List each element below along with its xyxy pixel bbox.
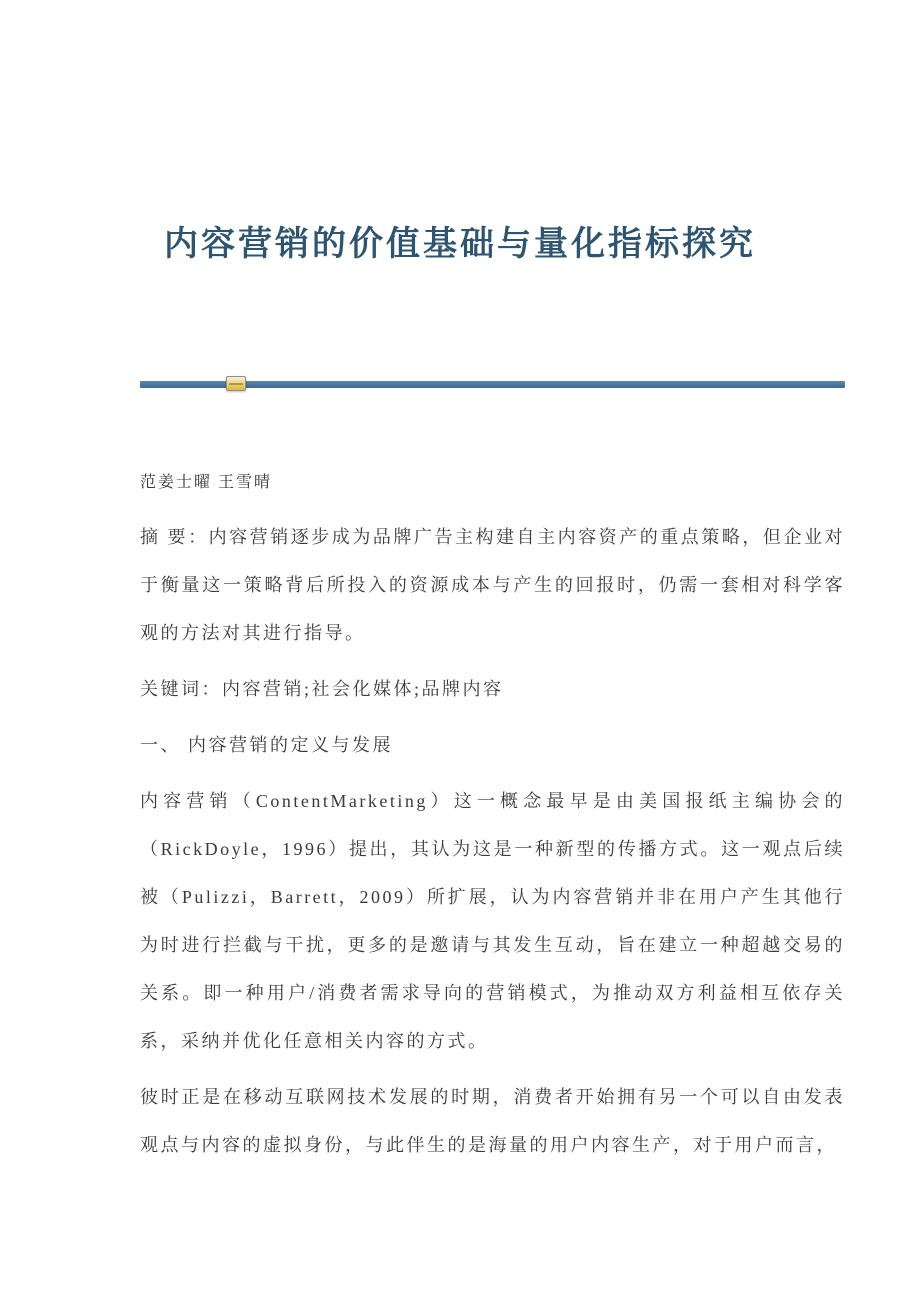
title-divider: [140, 381, 845, 389]
keywords-line: 关键词：内容营销;社会化媒体;品牌内容: [140, 679, 504, 699]
body-paragraph-2: 彼时正是在移动互联网技术发展的时期，消费者开始拥有另一个可以自由发表观点与内容的虚拟身份，与此伴生的是海量的用户内容生产，对于用户而言，: [140, 1087, 845, 1155]
body-paragraph-1: 内容营销（ContentMarketing）这一概念最早是由美国报纸主编协会的（RickDoyle，1996）提出，其认为这是一种新型的传播方式。这一观点后续被（Pulizzi，Barrett，2009）所扩展，认为内容营销并非在用户产生其他行为时进行拦截与干扰，更多的是邀请与其发生互动，旨在建立一种超越交易的关系。即一种用户/消费者需求导向的营销模式，为推动双方利益相互依存关系，采纳并优化任意相关内容的方式。: [140, 791, 845, 1051]
section-heading: 一、 内容营销的定义与发展: [140, 735, 393, 755]
abstract-paragraph: 摘 要：内容营销逐步成为品牌广告主构建自主内容资产的重点策略，但企业对于衡量这一策略背后所投入的资源成本与产生的回报时，仍需一套相对科学客观的方法对其进行指导。: [140, 527, 845, 643]
document-body: [140, 459, 845, 1169]
author-names: 范姜士曜 王雪晴: [140, 474, 273, 491]
envelope-icon: [226, 376, 246, 391]
document-title: 内容营销的价值基础与量化指标探究: [164, 226, 756, 263]
